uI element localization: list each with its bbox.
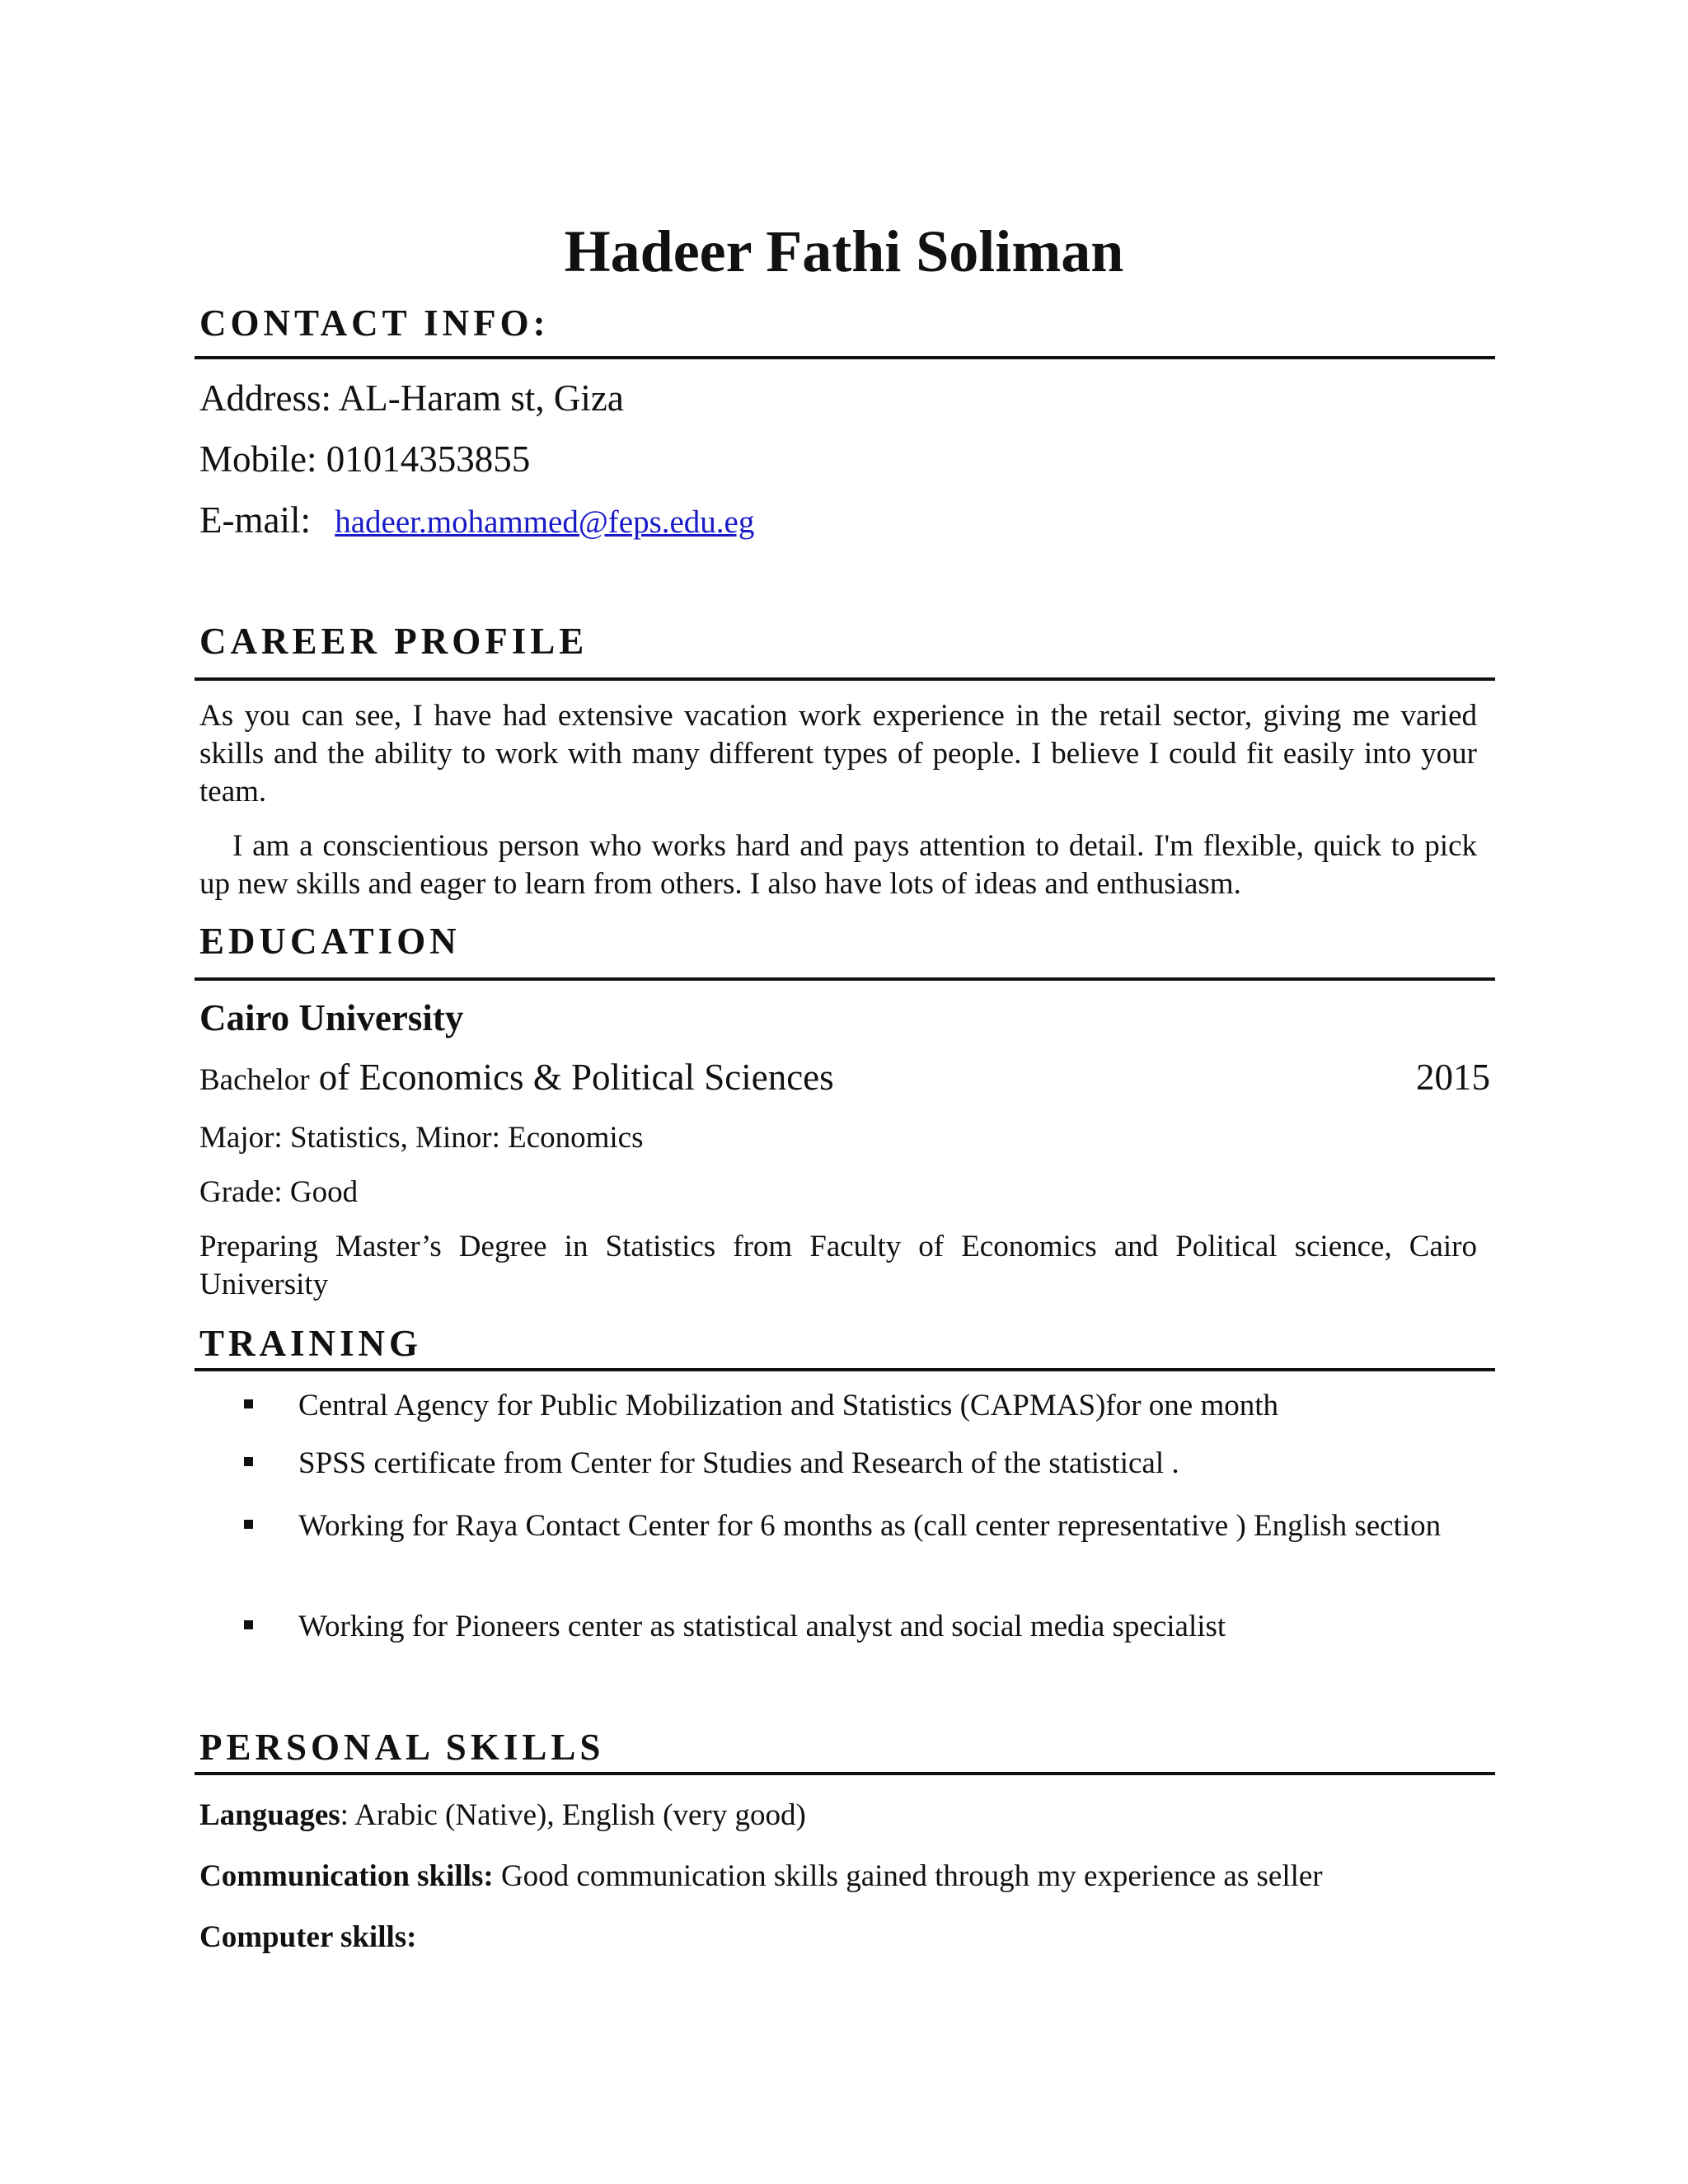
address-label: Address: (199, 377, 331, 419)
skill-computer (199, 1919, 416, 1957)
education-grade: Grade: Good (199, 1175, 359, 1209)
career-paragraph-2: I am a conscientious person who works hard and pays attention to detail. I'm flexible, quick to pick up new skills and eager to learn from others. I also have lots of ideas and enthusiasm. (199, 829, 1477, 901)
address-value: AL-Haram st, Giza (338, 377, 624, 419)
education-major: Major: Statistics, Minor: Economics (199, 1121, 644, 1155)
education-school: Cairo University (199, 997, 464, 1038)
education-year: 2015 (1416, 1057, 1490, 1098)
section-divider (195, 356, 1495, 359)
languages-label: Languages (199, 1798, 340, 1832)
section-title-contact: CONTACT INFO: (199, 302, 550, 344)
mobile-line (199, 437, 530, 481)
skill-communication (199, 1858, 1323, 1896)
degree-name: of Economics & Political Sciences (318, 1057, 834, 1098)
education-degree (199, 1055, 834, 1103)
computer-label: Computer skills: (199, 1920, 417, 1954)
section-title-career: CAREER PROFILE (199, 621, 588, 662)
section-divider (195, 1368, 1495, 1371)
email-link[interactable]: hadeer.mohammed@feps.edu.eg (335, 504, 755, 540)
communication-value: Good communication skills gained through my experience as seller (493, 1859, 1323, 1893)
email-label: E-mail: (199, 499, 311, 541)
section-title-education: EDUCATION (199, 921, 461, 962)
section-title-training: TRAINING (199, 1323, 423, 1364)
languages-value: : Arabic (Native), English (very good) (340, 1798, 806, 1832)
email-line (199, 498, 754, 545)
address-line (199, 376, 624, 420)
career-paragraph-1: As you can see, I have had extensive vacation work experience in the retail sector, giving me varied skills and the ability to work with many different types of people. I believe I could fit easily into your team. (199, 699, 1477, 808)
section-title-skills: PERSONAL SKILLS (199, 1727, 605, 1768)
candidate-name: Hadeer Fathi Soliman (564, 218, 1124, 284)
section-divider (195, 977, 1495, 981)
resume-page: Hadeer Fathi Soliman CONTACT INFO: Address: AL-Haram st, Giza Mobile: 01014353855 E-mail: hadeer.mohammed@feps.edu.eg CAREER PROFILE As you can see, I have had extensive vacation work experience in the retail sector, giving me varied skills and the ability to work with many different types of people. I believe I could fit easily into your team. I am a conscientious person who works hard and pays attention to detail. I'm flexible, quick to pick up new skills and eager to learn from others. I also have lots of ideas and enthusiasm. EDUCATION Cairo University Bachelor of Economics & Political Sciences 2015 Major: Statistics, Minor: Economics Grade: Good Preparing Master’s Degree in Statistics from Faculty of Economics and Political science, Cairo University TRAINING Central Agency for Public Mobilization and Statistics (CAPMAS)for one month SPSS certificate from Center for Studies and Research of the statistical . Working for Raya Contact Center for 6 months as (call center representative ) English section Working for Pioneers center as statistical analyst and social media specialist PERSONAL SKILLS Languages: Arabic (Native), English (very good) Communication skills: Good communication skills gained through my experience as seller Computer skills: (0, 0, 1688, 2184)
degree-prefix: Bachelor (199, 1063, 310, 1097)
communication-label: Communication skills: (199, 1859, 494, 1893)
skill-languages (199, 1797, 806, 1835)
square-bullet-icon (244, 1399, 253, 1408)
mobile-value: 01014353855 (326, 438, 531, 480)
square-bullet-icon (244, 1457, 253, 1466)
section-divider (195, 677, 1495, 681)
section-divider (195, 1772, 1495, 1775)
square-bullet-icon (244, 1520, 253, 1529)
square-bullet-icon (244, 1620, 253, 1629)
mobile-label: Mobile: (199, 438, 317, 480)
education-masters: Preparing Master’s Degree in Statistics from Faculty of Economics and Political science, Cairo University (199, 1230, 1477, 1301)
